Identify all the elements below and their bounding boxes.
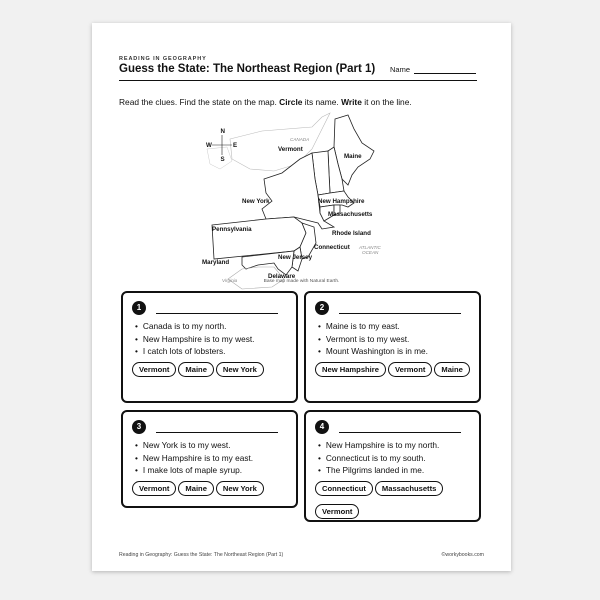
clue-item: • The Pilgrims landed in me. bbox=[318, 464, 439, 477]
label-maine: Maine bbox=[344, 153, 362, 160]
compass-w: W bbox=[206, 142, 212, 149]
label-rhode-island: Rhode Island bbox=[332, 230, 371, 237]
answer-options bbox=[315, 359, 475, 382]
clue-item: • I catch lots of lobsters. bbox=[135, 345, 254, 358]
answer-line[interactable] bbox=[339, 432, 461, 433]
answer-line[interactable] bbox=[339, 313, 461, 314]
answer-line[interactable] bbox=[156, 313, 278, 314]
label-connecticut: Connecticut bbox=[314, 244, 350, 251]
label-massachusetts: Massachusetts bbox=[328, 211, 373, 218]
option-pill[interactable]: Vermont bbox=[132, 362, 176, 377]
footer-copyright: ©workybooks.com bbox=[441, 552, 484, 558]
clue-item: • Mount Washington is in me. bbox=[318, 345, 428, 358]
worksheet-title: Guess the State: The Northeast Region (Part 1) bbox=[119, 63, 376, 75]
instructions bbox=[119, 97, 412, 107]
option-pill[interactable]: Maine bbox=[434, 362, 470, 377]
instructions-text-3: it on the line. bbox=[361, 97, 412, 107]
label-virginia: Virginia bbox=[222, 278, 238, 283]
question-card-2 bbox=[304, 291, 481, 403]
answer-line[interactable] bbox=[156, 432, 278, 433]
clue-item: • New Hampshire is to my north. bbox=[318, 439, 439, 452]
label-vermont: Vermont bbox=[278, 146, 303, 153]
answer-options bbox=[132, 478, 292, 501]
question-card-4 bbox=[304, 410, 481, 522]
option-pill[interactable]: Vermont bbox=[388, 362, 432, 377]
option-pill[interactable]: New York bbox=[216, 362, 264, 377]
question-number-badge: 3 bbox=[132, 420, 146, 434]
answer-options bbox=[315, 478, 475, 524]
option-pill[interactable]: Vermont bbox=[132, 481, 176, 496]
clue-item: • Vermont is to my west. bbox=[318, 333, 428, 346]
label-pennsylvania: Pennsylvania bbox=[212, 226, 252, 233]
worksheet-page bbox=[92, 23, 511, 571]
instructions-text-1: Read the clues. Find the state on the map. bbox=[119, 97, 280, 107]
clue-list bbox=[135, 439, 253, 477]
map-credit: Base map made with Natural Earth. bbox=[263, 279, 340, 284]
option-pill[interactable]: Vermont bbox=[315, 504, 359, 519]
question-number-badge: 4 bbox=[315, 420, 329, 434]
compass-e: E bbox=[233, 142, 238, 149]
compass-n: N bbox=[220, 128, 225, 135]
title-divider bbox=[119, 80, 477, 81]
option-pill[interactable]: New York bbox=[216, 481, 264, 496]
clue-list bbox=[318, 320, 428, 358]
label-delaware: Delaware bbox=[268, 273, 296, 280]
question-card-1 bbox=[121, 291, 298, 403]
label-atlantic: ATLANTIC bbox=[359, 245, 381, 250]
option-pill[interactable]: Massachusetts bbox=[375, 481, 443, 496]
label-new-jersey: New Jersey bbox=[278, 254, 313, 261]
northeast-map bbox=[202, 109, 392, 291]
name-answer-line[interactable] bbox=[414, 73, 476, 74]
footer-title: Reading in Geography: Guess the State: The Northeast Region (Part 1) bbox=[119, 552, 284, 558]
label-maryland: Maryland bbox=[202, 259, 230, 266]
instructions-circle: Circle bbox=[279, 97, 303, 107]
clue-item: • I make lots of maple syrup. bbox=[135, 464, 253, 477]
label-new-hampshire: New Hampshire bbox=[318, 198, 365, 205]
clue-list bbox=[318, 439, 439, 477]
label-new-york: New York bbox=[242, 198, 270, 205]
compass-rose bbox=[206, 128, 237, 163]
clue-item: • Maine is to my east. bbox=[318, 320, 428, 333]
option-pill[interactable]: Maine bbox=[178, 481, 214, 496]
compass-s: S bbox=[220, 156, 225, 163]
name-label: Name bbox=[390, 65, 411, 74]
question-number-badge: 2 bbox=[315, 301, 329, 315]
lake-outline bbox=[207, 147, 232, 169]
instructions-text-2: its name. bbox=[302, 97, 342, 107]
option-pill[interactable]: New Hampshire bbox=[315, 362, 386, 377]
question-number-badge: 1 bbox=[132, 301, 146, 315]
answer-options bbox=[132, 359, 292, 382]
instructions-write: Write bbox=[341, 97, 362, 107]
option-pill[interactable]: Maine bbox=[178, 362, 214, 377]
worksheet-kicker: READING IN GEOGRAPHY bbox=[119, 56, 207, 62]
clue-item: • New York is to my west. bbox=[135, 439, 253, 452]
label-canada: CANADA bbox=[290, 137, 310, 142]
option-pill[interactable]: Connecticut bbox=[315, 481, 373, 496]
clue-item: • Canada is to my north. bbox=[135, 320, 254, 333]
clue-list bbox=[135, 320, 254, 358]
question-card-3 bbox=[121, 410, 298, 508]
label-ocean: OCEAN bbox=[362, 250, 379, 255]
clue-item: • New Hampshire is to my east. bbox=[135, 452, 253, 465]
clue-item: • Connecticut is to my south. bbox=[318, 452, 439, 465]
clue-item: • New Hampshire is to my west. bbox=[135, 333, 254, 346]
